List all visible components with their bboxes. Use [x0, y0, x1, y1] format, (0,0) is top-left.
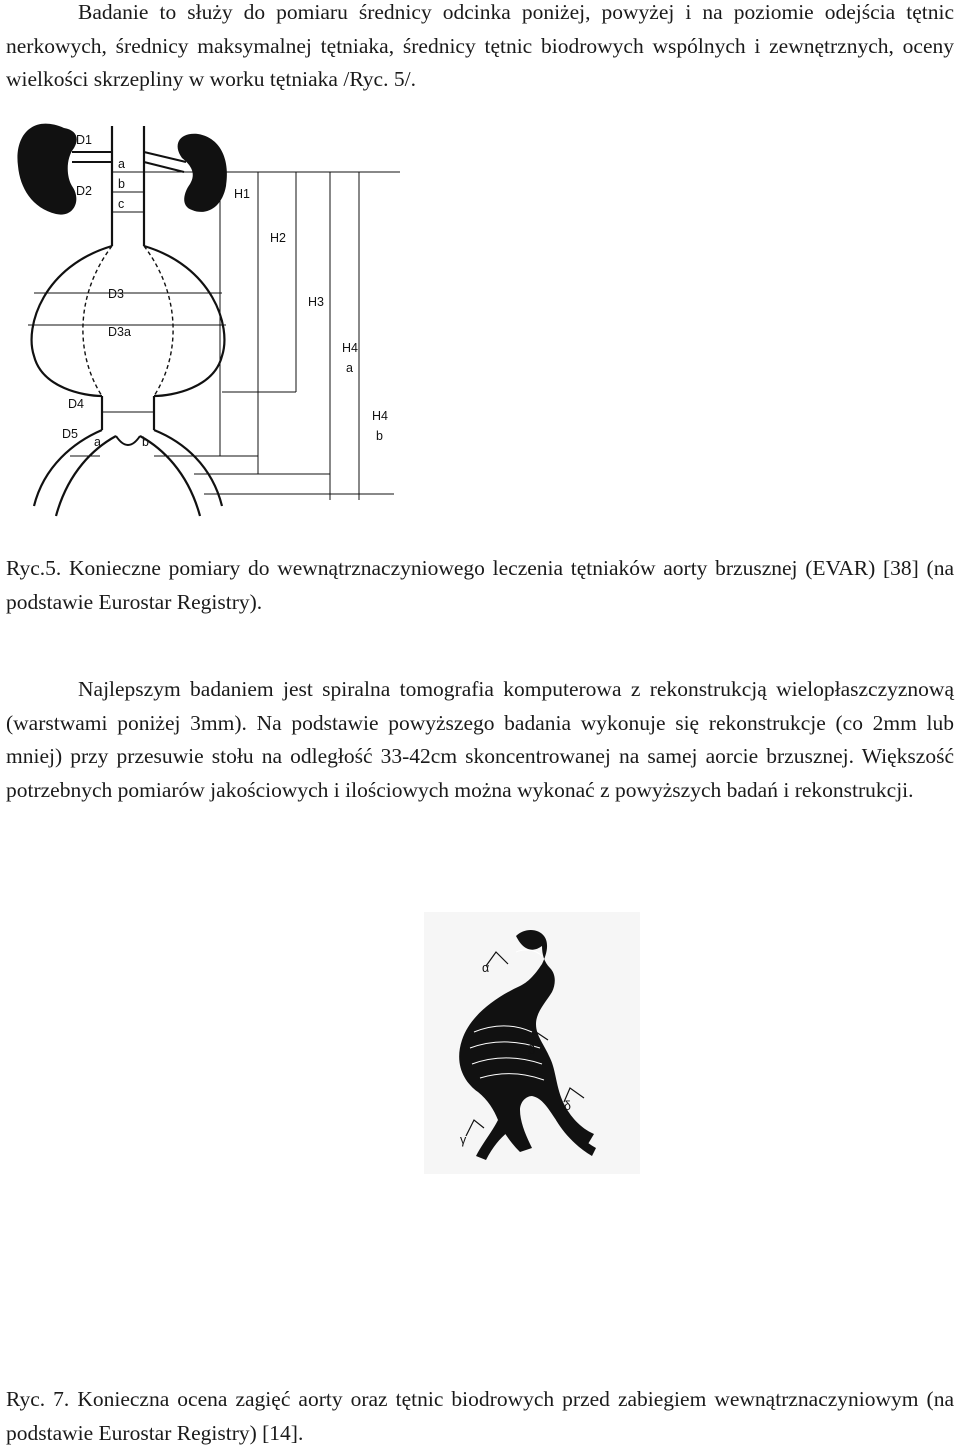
ct-paragraph: Najlepszym badaniem jest spiralna tomografia komputerowa z rekonstrukcją wielopłaszczyznową (warstwami poniżej 3mm). Na podstawie powyższego badania wykonuje się rekonstrukcje (co 2mm lub mniej) przy przesuwie stołu na odległość 33-42cm skoncentrowanej na samej aorcie brzusznej. Większość potrzebnych pomiarów jakościowych i ilościowych można wykonać z powyższych badań i rekonstrukcji. [6, 677, 954, 802]
aneurysm-outline [32, 246, 112, 396]
label-h4: H4 [342, 341, 358, 355]
figure-5-aorta-measurement-diagram [4, 96, 414, 528]
label-d3a: D3a [108, 325, 131, 339]
label-h2: H2 [270, 231, 286, 245]
label-a: a [118, 157, 125, 171]
angle-alpha-label: α [482, 961, 490, 975]
label-c: c [118, 197, 125, 211]
figure-7-caption: Ryc. 7. Konieczna ocena zagięć aorty oraz tętnic biodrowych przed zabiegiem wewnątrznaczyniowym (na podstawie Eurostar Registry) [14]. [6, 1387, 954, 1445]
label-h4-b: b [376, 429, 383, 443]
angle-gamma-label: γ [460, 1133, 467, 1147]
intro-paragraph: Badanie to służy do pomiaru średnicy odcinka poniżej, powyżej i na poziomie odejścia tętnic nerkowych, średnicy maksymalnej tętniaka, średnicy tętnic biodrowych wspólnych i zewnętrznych, oceny wielkości skrzepliny w worku tętniaka /Ryc. 5/. [6, 0, 954, 92]
label-leg-a: a [94, 435, 101, 449]
figure-5-caption: Ryc.5. Konieczne pomiary do wewnątrznaczyniowego leczenia tętniaków aorty brzusznej (EVAR) [38] (na podstawie Eurostar Registry). [6, 556, 954, 614]
angle-beta-label: β [528, 1043, 536, 1057]
label-d5: D5 [62, 427, 78, 441]
label-h4-a: a [346, 361, 353, 375]
label-h3: H3 [308, 295, 324, 309]
label-b: b [118, 177, 125, 191]
label-d1: D1 [76, 133, 92, 147]
label-h1: H1 [234, 187, 250, 201]
label-d4: D4 [68, 397, 84, 411]
left-kidney [17, 124, 76, 215]
label-leg-b: b [142, 435, 149, 449]
angle-delta-label: δ [564, 1099, 571, 1113]
label-d3: D3 [108, 287, 124, 301]
label-d2: D2 [76, 184, 92, 198]
label-h4-second: H4 [372, 409, 388, 423]
figure-7-aortic-angulation-illustration [424, 912, 640, 1174]
aorta-silhouette [459, 930, 594, 1152]
